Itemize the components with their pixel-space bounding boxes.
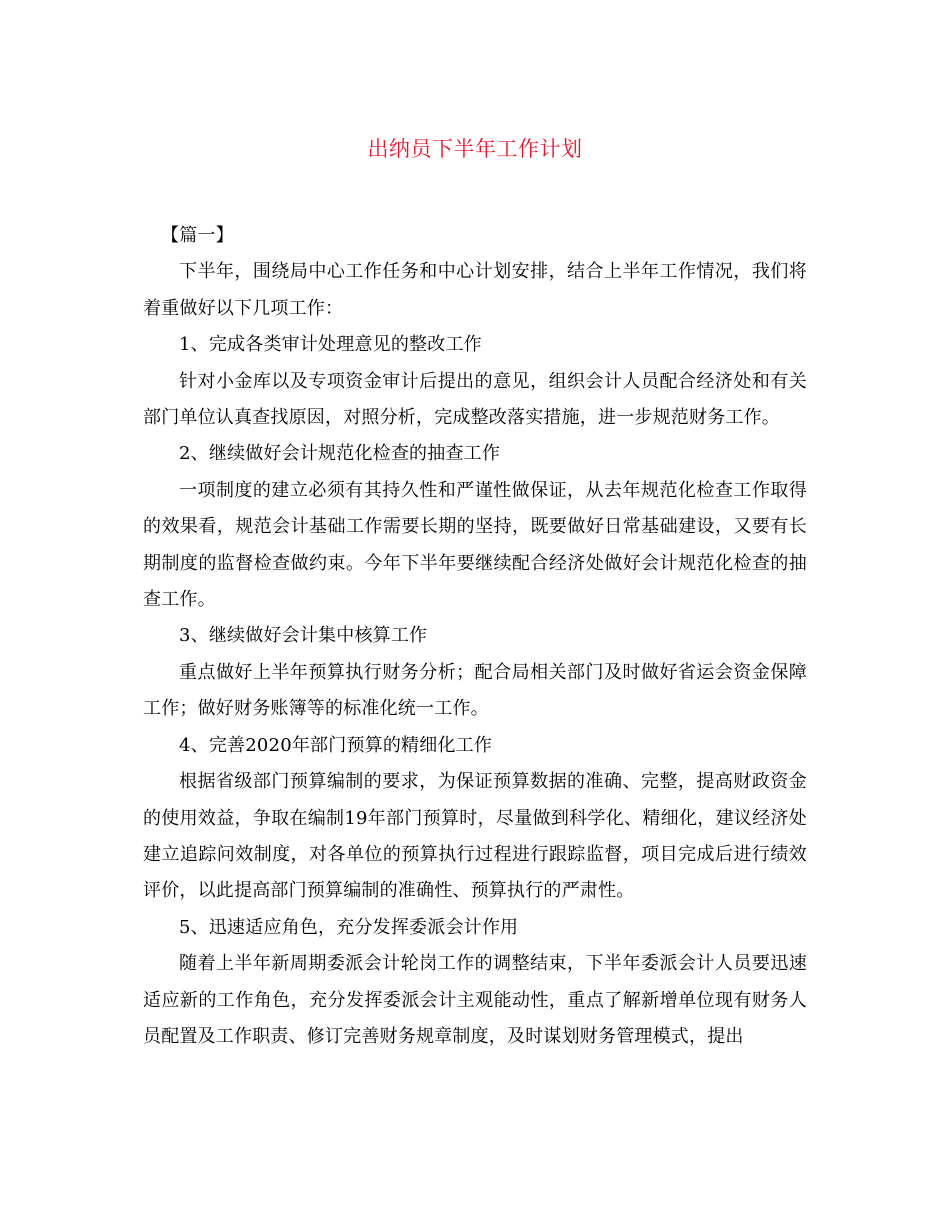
item-5-paragraph: 随着上半年新周期委派会计轮岗工作的调整结束，下半年委派会计人员要迅速适应新的工作角色，充分发挥委派会计主观能动性，重点了解新增单位现有财务人员配置及工作职责、修订完善财务规章制度，及时谋划财务管理模式，提出 xyxy=(143,953,807,1047)
item-1-heading: 1、完成各类审计处理意见的整改工作 xyxy=(179,334,482,356)
item-3-heading: 3、继续做好会计集中核算工作 xyxy=(179,625,428,647)
item-5-heading: 5、迅速适应角色，充分发挥委派会计作用 xyxy=(179,916,519,938)
item-4-heading: 4、完善2020年部门预算的精细化工作 xyxy=(179,734,493,756)
item-2-heading: 2、继续做好会计规范化检查的抽查工作 xyxy=(179,443,501,465)
intro-paragraph: 下半年，围绕局中心工作任务和中心计划安排，结合上半年工作情况，我们将着重做好以下几项工作： xyxy=(143,261,807,319)
item-2-paragraph: 一项制度的建立必须有其持久性和严谨性做保证，从去年规范化检查工作取得的效果看，规范会计基础工作需要长期的坚持，既要做好日常基础建设，又要有长期制度的监督检查做约束。今年下半年要继续配合经济处做好会计规范化检查的抽查工作。 xyxy=(143,479,807,611)
document-title: 出纳员下半年工作计划 xyxy=(367,137,583,161)
section-mark: 【篇一】 xyxy=(161,225,234,246)
item-3-paragraph: 重点做好上半年预算执行财务分析；配合局相关部门及时做好省运会资金保障工作；做好财务账簿等的标准化统一工作。 xyxy=(143,661,807,720)
item-1-paragraph: 针对小金库以及专项资金审计后提出的意见，组织会计人员配合经济处和有关部门单位认真查找原因，对照分析，完成整改落实措施，进一步规范财务工作。 xyxy=(143,370,807,429)
item-4-paragraph: 根据省级部门预算编制的要求，为保证预算数据的准确、完整，提高财政资金的使用效益，争取在编制19年部门预算时，尽量做到科学化、精细化，建议经济处建立追踪问效制度，对各单位的预算执行过程进行跟踪监督，项目完成后进行绩效评价，以此提高部门预算编制的准确性、预算执行的严肃性。 xyxy=(143,771,807,902)
document-body xyxy=(143,218,807,1055)
